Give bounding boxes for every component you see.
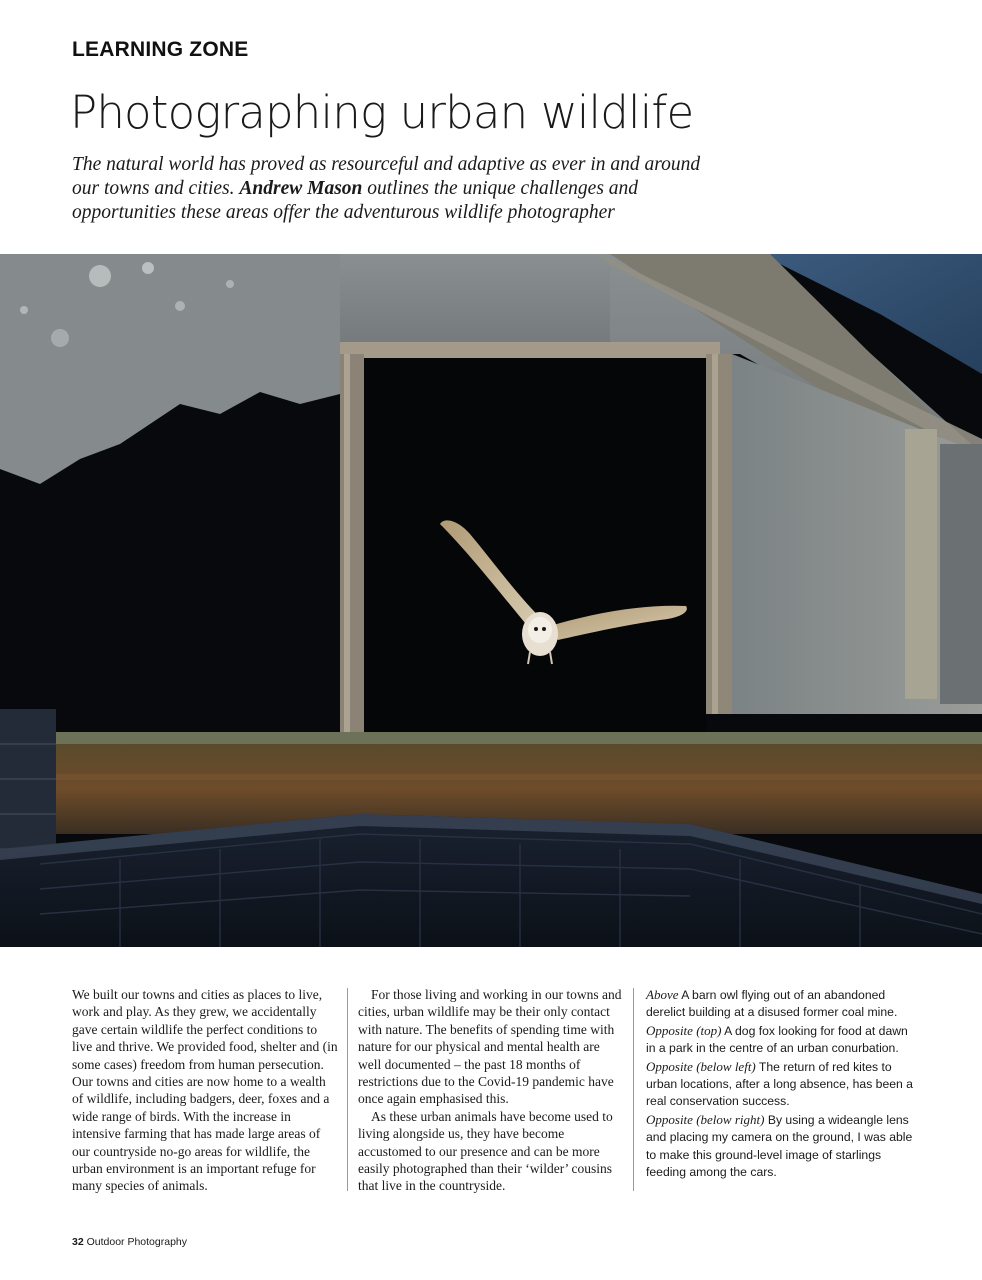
caption-opposite-below-right — [646, 1111, 916, 1182]
body-paragraph: We built our towns and cities as places to live, work and play. As they grew, we accidentally gave certain wildlife the perfect conditions to live and thrive. We provided food, shelter and (in some cases) freedom from human persecution. Our towns and cities are now home to a wealth of wildlife, including badgers, deer, foxes and a wide range of birds. With the increase in intensive farming that has made large areas of our countryside no-go areas for wildlife, the urban environment is an important refuge for many species of animals. — [72, 987, 338, 1194]
photo-captions — [646, 986, 916, 1181]
caption-label: Opposite (below right) — [646, 1111, 765, 1127]
article-title: Photographing urban wildlife — [70, 86, 694, 139]
caption-label: Above — [646, 987, 679, 1002]
page-footer — [72, 1236, 187, 1248]
standfirst-text-end: outlines the unique challenges and opportunities these areas offer the adventurous wildlife photographer — [72, 178, 639, 223]
barn-owl-photo — [0, 254, 982, 947]
caption-opposite-top — [646, 1022, 916, 1058]
caption-text: A dog fox looking for food at dawn in a park in the centre of an urban conurbation. — [646, 1023, 908, 1056]
publication-name: Outdoor Photography — [83, 1236, 188, 1248]
standfirst — [72, 153, 732, 225]
standfirst-text: The natural world has proved as resourceful and adaptive as ever in and around our towns and cities. — [72, 154, 701, 199]
column-divider — [347, 988, 348, 1191]
author-name: Andrew Mason — [239, 178, 363, 199]
column-divider — [633, 988, 634, 1191]
caption-label: Opposite (top) — [646, 1022, 722, 1038]
caption-text: By using a wideangle lens and placing my camera on the ground, I was able to make this ground-level image of starlings feeding among the cars. — [646, 1112, 913, 1180]
body-column-1 — [72, 986, 338, 1195]
body-column-2 — [358, 986, 624, 1195]
caption-text: A barn owl flying out of an abandoned derelict building at a disused former coal mine. — [646, 988, 898, 1020]
caption-label: Opposite (below left) — [646, 1058, 756, 1074]
body-paragraph: For those living and working in our towns and cities, urban wildlife may be their only contact with nature. The benefits of spending time with nature for our physical and mental health are well documented – the past 18 months of restrictions due to the Covid-19 pandemic have once again emphasised this. — [358, 987, 622, 1107]
page-number: 32 — [72, 1236, 84, 1248]
section-label: LEARNING ZONE — [72, 38, 249, 61]
caption-opposite-below-left — [646, 1058, 916, 1111]
caption-text: The return of red kites to urban locations, after a long absence, has been a real conservation success. — [646, 1059, 913, 1109]
body-paragraph: As these urban animals have become used to living alongside us, they have become accustomed to our presence and can be more easily photographed than their ‘wilder’ cousins that live in the countryside. — [358, 1108, 613, 1194]
caption-above — [646, 986, 916, 1022]
